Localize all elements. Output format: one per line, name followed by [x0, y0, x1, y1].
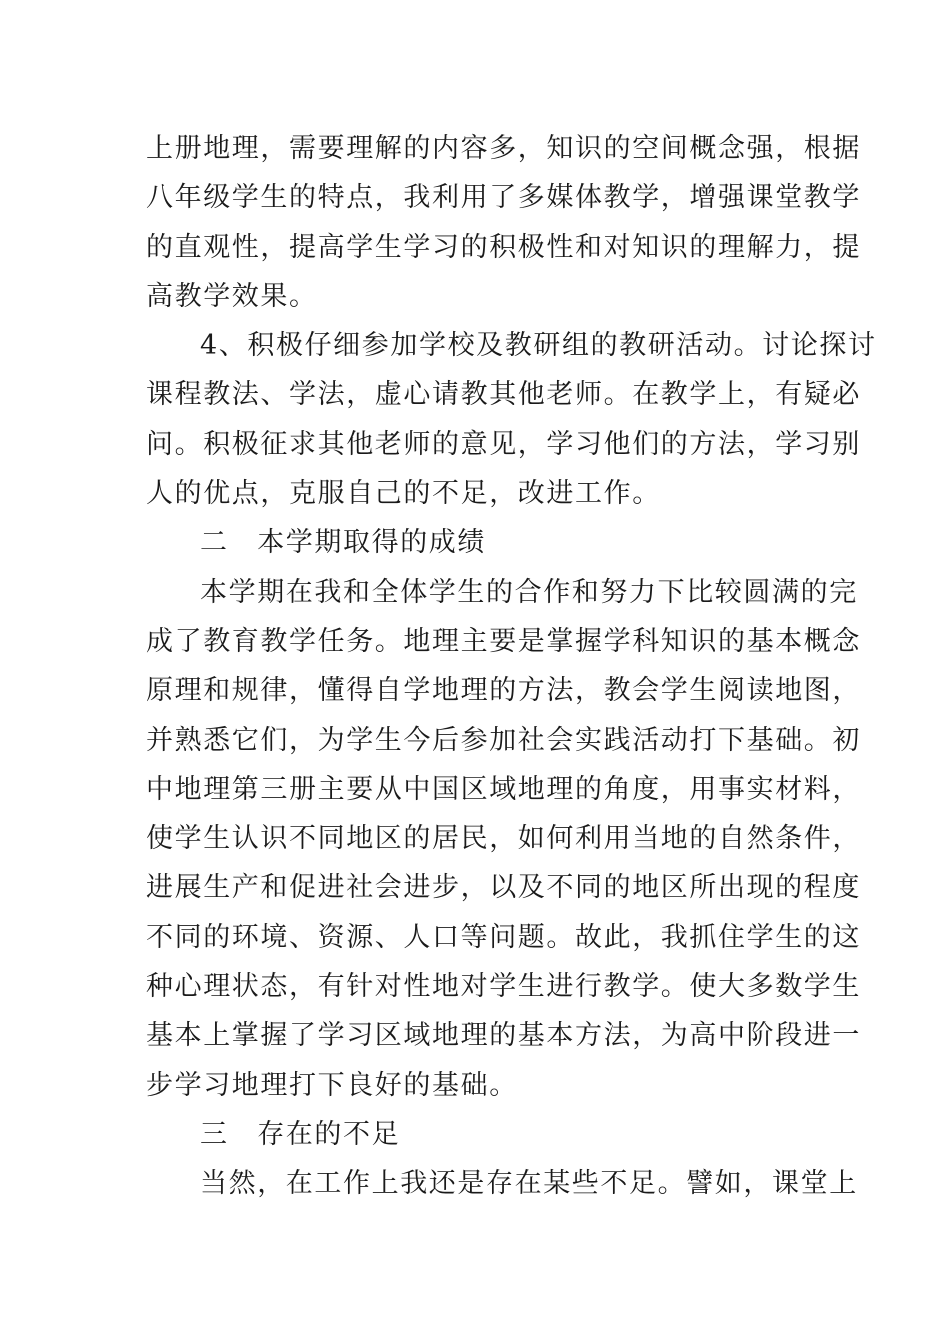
paragraph-start-line: 当然，在工作上我还是存在某些不足。譬如，课堂上 — [200, 1168, 858, 1200]
text-line: 课程教法、学法，虚心请教其他老师。在教学上，有疑必 — [146, 379, 861, 411]
text-line: 问。积极征求其他老师的意见，学习他们的方法，学习别 — [146, 428, 861, 460]
text-line: 中地理第三册主要从中国区域地理的角度，用事实材料， — [146, 773, 861, 805]
section-heading-shortcomings: 三 存在的不足 — [200, 1118, 401, 1150]
text-line: 原理和规律，懂得自学地理的方法，教会学生阅读地图， — [146, 675, 861, 707]
section-heading-achievements: 二 本学期取得的成绩 — [200, 527, 486, 559]
text-line: 步学习地理打下良好的基础。 — [146, 1069, 518, 1101]
text-line: 人的优点，克服自己的不足，改进工作。 — [146, 478, 661, 510]
text-line: 种心理状态，有针对性地对学生进行教学。使大多数学生 — [146, 971, 861, 1003]
text-line: 八年级学生的特点，我利用了多媒体教学，增强课堂教学 — [146, 182, 861, 214]
text-line: 高教学效果。 — [146, 280, 318, 312]
text-line: 的直观性，提高学生学习的积极性和对知识的理解力，提 — [146, 231, 861, 263]
text-line: 并熟悉它们，为学生今后参加社会实践活动打下基础。初 — [146, 724, 861, 756]
text-line: 使学生认识不同地区的居民，如何利用当地的自然条件， — [146, 823, 861, 855]
document-body — [146, 124, 877, 1209]
text-line: 不同的环境、资源、人口等问题。故此，我抓住学生的这 — [146, 921, 861, 953]
text-line: 基本上掌握了学习区域地理的基本方法，为高中阶段进一 — [146, 1020, 861, 1052]
text-line: 上册地理，需要理解的内容多，知识的空间概念强，根据 — [146, 133, 861, 164]
text-line: 进展生产和促进社会进步，以及不同的地区所出现的程度 — [146, 872, 861, 904]
paragraph-start-line: 本学期在我和全体学生的合作和努力下比较圆满的完 — [200, 576, 858, 608]
text-line: 成了教育教学任务。地理主要是掌握学科知识的基本概念 — [146, 625, 861, 657]
paragraph-start-line: 4、积极仔细参加学校及教研组的教研活动。讨论探讨 — [200, 330, 877, 362]
